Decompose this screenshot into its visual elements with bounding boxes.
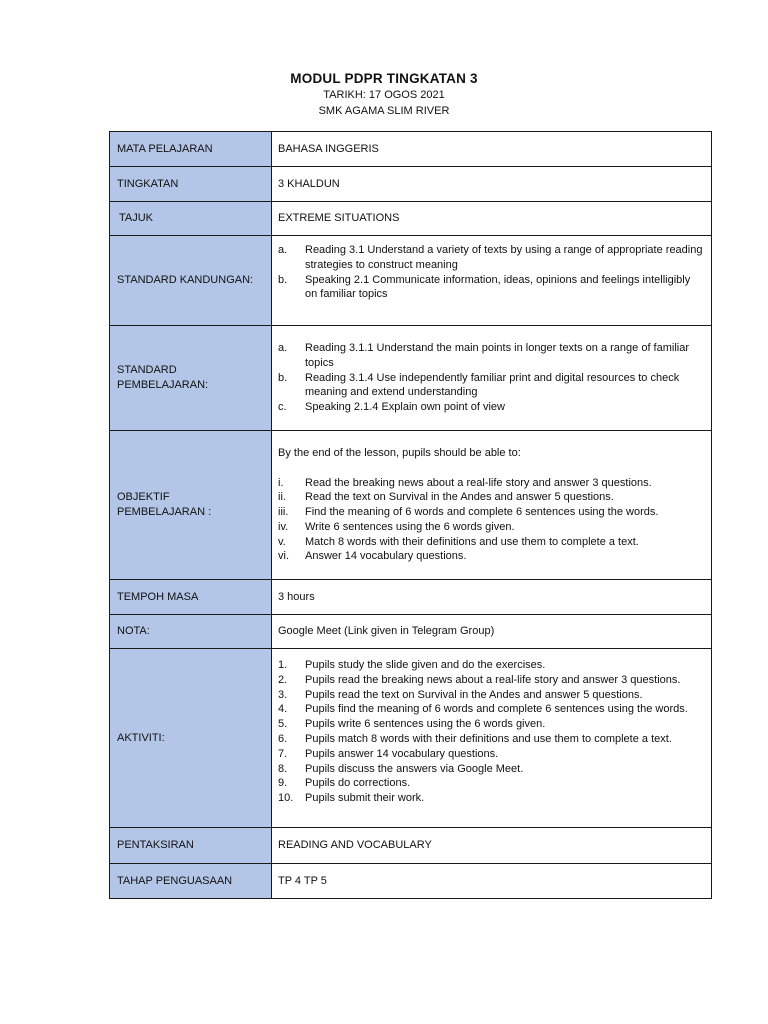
row-label: STANDARD KANDUNGAN: [110,236,272,326]
row-value [272,236,712,326]
list-item: 2. Pupils read the breaking news about a real-life story and answer 3 questions. [278,673,681,686]
list-item: a. Reading 3.1 Understand a variety of texts by using a range of appropriate reading strategies to construct meaning [278,243,703,271]
row-form [110,167,712,202]
lesson-plan-table [109,131,712,899]
list-item: 4. Pupils find the meaning of 6 words and complete 6 sentences using the words. [278,703,688,716]
row-value: Google Meet (Link given in Telegram Group) [272,615,712,649]
row-content-standard [110,236,712,326]
list-item: b. Speaking 2.1 Communicate information, ideas, opinions and feelings intelligibly on familiar topics [278,273,691,301]
list-item: 7. Pupils answer 14 vocabulary questions. [278,747,499,760]
row-value: BAHASA INGGERIS [272,132,712,167]
list-item: iv. Write 6 sentences using the 6 words given. [278,520,515,533]
row-label: TINGKATAN [110,167,272,202]
list-item: 10. Pupils submit their work. [278,792,425,805]
list-item: 5. Pupils write 6 sentences using the 6 words given. [278,718,546,731]
row-label: STANDARD PEMBELAJARAN: [110,326,272,431]
content-standard-list [278,243,703,302]
row-learning-standard [110,326,712,431]
list-item: 9. Pupils do corrections. [278,777,411,790]
row-value [272,649,712,828]
learning-standard-list [278,341,703,415]
row-value: 3 KHALDUN [272,167,712,202]
row-activities [110,649,712,828]
list-item: vi. Answer 14 vocabulary questions. [278,550,467,563]
row-duration [110,580,712,615]
list-item: 3. Pupils read the text on Survival in the Andes and answer 5 questions. [278,688,643,701]
document-header [0,70,768,119]
document-date: TARIKH: 17 OGOS 2021 [323,89,445,101]
document-title: MODUL PDPR TINGKATAN 3 [290,71,478,86]
list-item: b. Reading 3.1.4 Use independently familiar print and digital resources to check meaning and extend understanding [278,371,680,399]
list-item: a. Reading 3.1.1 Understand the main points in longer texts on a range of familiar topics [278,342,690,369]
row-label: TAJUK [110,202,272,236]
row-mastery-level [110,864,712,899]
row-label: NOTA: [110,615,272,649]
row-topic [110,202,712,236]
row-label: TAHAP PENGUASAAN [110,864,272,899]
row-label: TEMPOH MASA [110,580,272,615]
row-subject [110,132,712,167]
row-value [272,431,712,580]
list-item: i. Read the breaking news about a real-life story and answer 3 questions. [278,476,652,489]
objectives-list [278,476,703,565]
row-value: TP 4 TP 5 [272,864,712,899]
list-item: 8. Pupils discuss the answers via Google Meet. [278,762,524,775]
list-item: ii. Read the text on Survival in the Andes and answer 5 questions. [278,491,614,504]
row-label: AKTIVITI: [110,649,272,828]
row-label: PENTAKSIRAN [110,828,272,864]
row-label: MATA PELAJARAN [110,132,272,167]
row-value: EXTREME SITUATIONS [272,202,712,236]
row-notes [110,615,712,649]
row-value [272,326,712,431]
list-item: 6. Pupils match 8 words with their definitions and use them to complete a text. [278,733,672,745]
school-name: SMK AGAMA SLIM RIVER [318,105,450,117]
row-value: READING AND VOCABULARY [272,828,712,864]
objectives-intro: By the end of the lesson, pupils should be able to: [278,446,521,459]
row-label: OBJEKTIF PEMBELAJARAN : [110,431,272,580]
row-objectives [110,431,712,580]
list-item: c. Speaking 2.1.4 Explain own point of view [278,401,505,414]
row-value: 3 hours [272,580,712,615]
list-item: 1. Pupils study the slide given and do the exercises. [278,659,546,672]
activities-list [278,658,703,806]
list-item: iii. Find the meaning of 6 words and complete 6 sentences using the words. [278,506,659,519]
row-assessment [110,828,712,864]
list-item: v. Match 8 words with their definitions and use them to complete a text. [278,535,639,548]
